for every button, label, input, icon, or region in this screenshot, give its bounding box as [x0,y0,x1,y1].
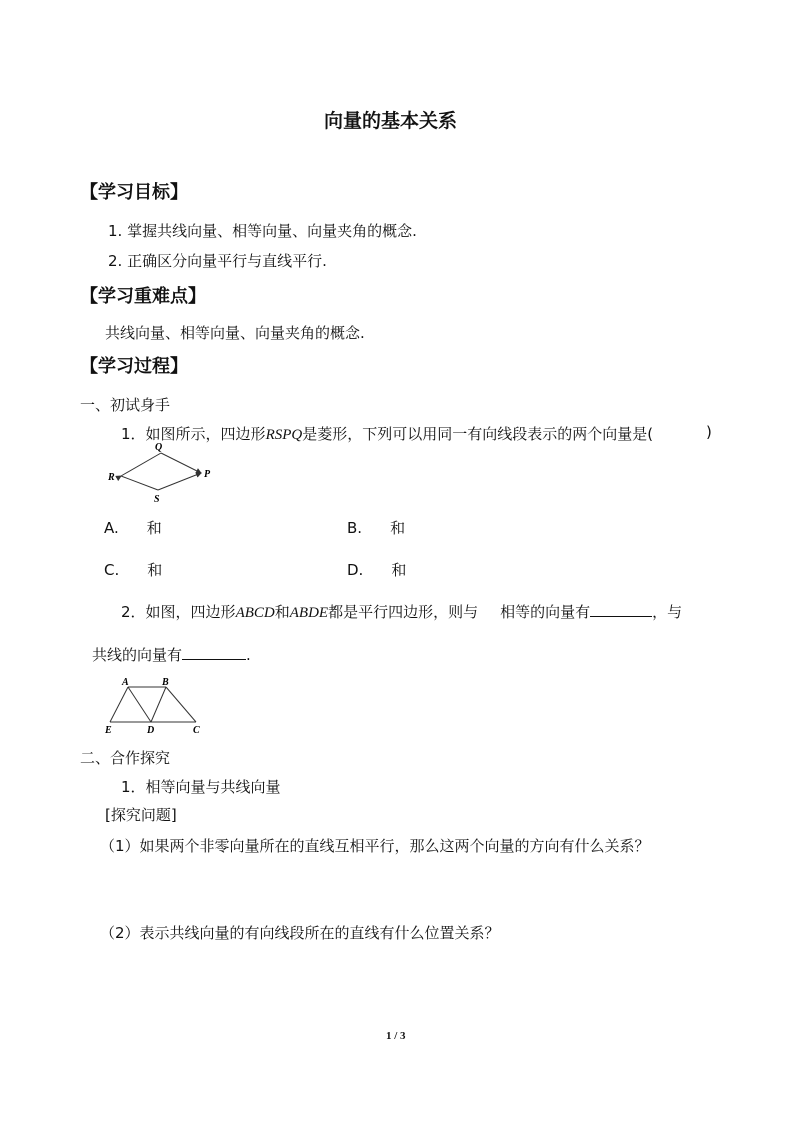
option-d-letter: D. [347,561,364,579]
option-a[interactable] [104,517,162,538]
label-a: A [122,677,129,688]
q2-num: 2． [121,603,146,621]
q1-num: 1． [121,425,146,443]
q1-shape: RSPQ [265,427,303,443]
q2-blank-2[interactable] [182,645,246,660]
q2-text-d: 共线的向量有 [92,646,183,664]
q1-text-before: 如图所示，四边形 [145,425,266,443]
process-heading: 【学习过程】 [80,356,188,377]
explore-tag: [探究问题] [105,806,177,824]
goals-heading: 【学习目标】 [80,182,188,203]
explore-question-2 [100,922,500,943]
rhombus-side-qp [161,453,201,473]
goal-item-1-num: 1. [108,222,123,240]
label-b: B [162,677,169,688]
option-b-and: 和 [390,519,406,537]
rhombus-side-rq [121,453,161,476]
q2-abde: ABDE [289,605,329,621]
explore-q1-text: 如果两个非零向量所在的直线互相平行，那么这两个向量的方向有什么关系？ [139,837,650,855]
label-p: P [204,469,211,480]
part2-heading: 二、合作探究 [80,749,171,767]
label-s: S [154,494,160,505]
q2-text-b: 都是平行四边形，则与 [328,603,479,621]
option-d[interactable] [347,559,406,580]
q1-close-paren: ) [706,423,712,441]
goal-item-1 [108,220,417,241]
rhombus-side-rs [121,476,158,490]
q2-comma-with: ，与 [652,603,683,621]
q2-text-a: 如图，四边形 [145,603,236,621]
keypoints-text: 共线向量、相等向量、向量夹角的概念. [105,324,365,342]
parallelogram-figure [100,675,210,737]
question-2-cont [92,644,251,665]
option-a-and: 和 [146,519,162,537]
label-e: E [105,725,112,736]
q2-blank-1[interactable] [590,602,652,617]
keypoints-heading: 【学习重难点】 [80,286,206,307]
option-b[interactable] [347,517,405,538]
label-r: R [108,472,115,483]
part1-heading: 一、初试身手 [80,396,171,414]
goal-item-2 [108,250,327,271]
segment-bc [166,687,196,722]
goal-item-2-num: 2. [108,252,123,270]
explore-q1-num: （1） [100,837,140,855]
goal-item-1-text: 掌握共线向量、相等向量、向量夹角的概念. [127,222,417,240]
option-c[interactable] [104,559,162,580]
option-d-and: 和 [391,561,407,579]
explore-q2-text: 表示共线向量的有向线段所在的直线有什么位置关系？ [139,924,500,942]
label-d: D [147,725,155,736]
part2-sub1: 1．相等向量与共线向量 [121,778,281,796]
option-c-and: 和 [147,561,163,579]
segment-bd [151,687,166,722]
option-a-letter: A. [104,519,119,537]
segment-ae [110,687,128,722]
goal-item-2-text: 正确区分向量平行与直线平行. [127,252,327,270]
q1-text-after: 是菱形，下列可以用同一有向线段表示的两个向量是( [302,425,654,443]
page-title: 向量的基本关系 [324,110,458,132]
label-c: C [193,725,200,736]
option-b-letter: B. [347,519,363,537]
page-number: 1 / 3 [386,1030,406,1042]
segment-ad [128,687,151,722]
q2-period: . [246,646,251,664]
question-2 [121,601,682,622]
explore-q2-num: （2） [100,924,140,942]
option-c-letter: C. [104,561,120,579]
explore-question-1 [100,835,650,856]
rhombus-side-sp [158,473,201,490]
q2-and: 和 [274,603,290,621]
label-q: Q [155,442,163,453]
q2-text-c: 相等的向量有 [500,603,591,621]
rhombus-figure [100,440,220,506]
q2-abcd: ABCD [235,605,275,621]
